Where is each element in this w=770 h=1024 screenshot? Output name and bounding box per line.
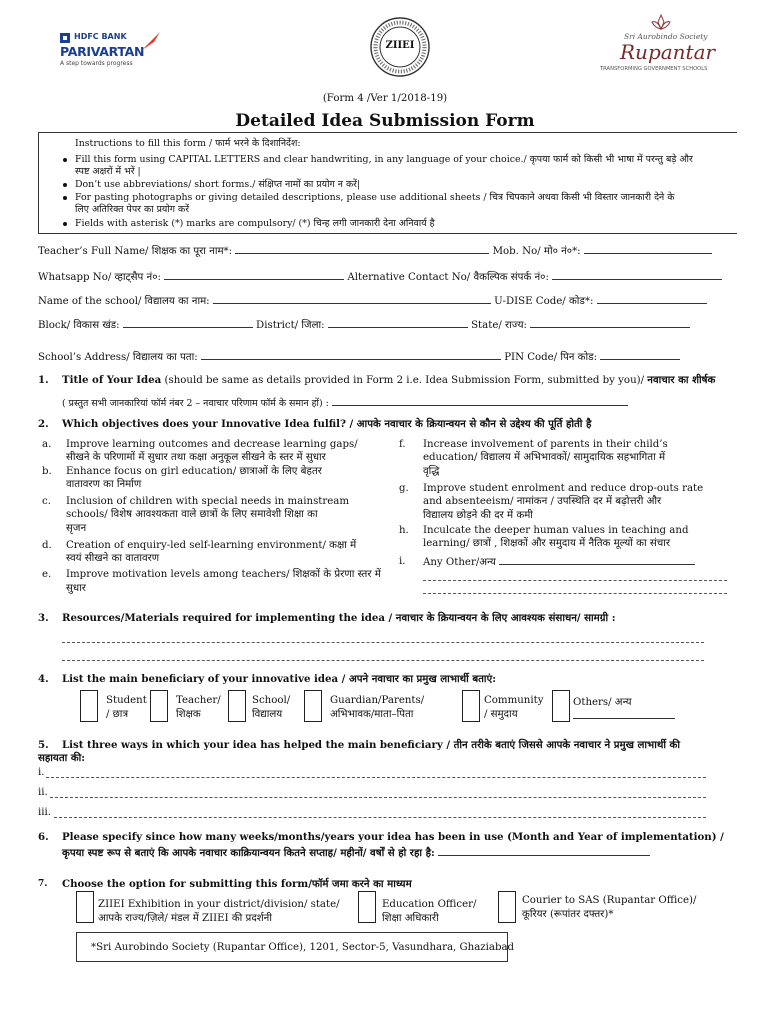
school-label-hi: विद्यालय — [252, 709, 283, 720]
q2-b-line2: वातावरण का निर्माण — [66, 479, 142, 490]
q2-c-line1[interactable]: Inclusion of children with special needs in mainstream — [66, 496, 350, 507]
ziiei-seal-text: ZIIEI — [385, 40, 415, 51]
q2-number: 2. — [38, 418, 49, 430]
bullet-icon — [63, 196, 67, 200]
q2-c-line3: सृजन — [66, 523, 87, 534]
rupantar-tagline: TRANSFORMING GOVERNMENT SCHOOLS — [600, 66, 708, 72]
q2-g-letter: g. — [399, 483, 409, 494]
bullet-icon — [63, 222, 67, 226]
q1-label: Title of Your Idea — [62, 374, 162, 386]
school-address-label: School’s Address/ विद्यालय का पता: — [38, 352, 198, 363]
q1-hindi: नवाचार का शीर्षक — [647, 374, 716, 386]
q2-c-letter: c. — [42, 496, 51, 507]
school-checkbox[interactable] — [228, 690, 246, 722]
rupantar-text: Rupantar — [620, 40, 716, 64]
q2-i-letter: i. — [399, 556, 406, 567]
q2-h-line2: learning/ छात्रों , शिक्षकों और समुदाय में नैतिक मूल्यों का संचार — [423, 538, 671, 549]
bullet-icon — [63, 183, 67, 187]
q2-i-line1[interactable] — [423, 555, 695, 569]
q1-rest: (should be same as details provided in Form 2 i.e. Idea Submission Form, submitted by you)/ — [164, 375, 645, 386]
q1-question — [62, 374, 715, 387]
q2-other-line-3[interactable] — [423, 593, 727, 594]
instructions-box — [38, 132, 737, 234]
q3-label: Resources/Materials required for implementing the idea / नवाचार के क्रियान्वयन के लिए आवश्यक संसाधन/ सामग्री : — [62, 612, 616, 624]
q2-other-line-2[interactable] — [423, 580, 727, 581]
q6-number: 6. — [38, 831, 49, 843]
whatsapp-field[interactable] — [38, 270, 722, 284]
q2-d-line2: स्वयं सीखने का वातावरण — [66, 553, 160, 564]
others-label: Others/ अन्य — [573, 697, 632, 708]
q2-a-line2: सीखने के परिणामों में सुधार तथा कक्षा अनुकूल सीखने के स्तर में सुधार — [66, 452, 326, 463]
student-checkbox[interactable] — [80, 690, 98, 722]
guardian-label-hi: अभिभावक/माता–पिता — [330, 709, 414, 720]
ziiei-exhibition-label-hi: आपके राज्य/ज़िले/ मंडल में ZIIEI की प्रदर्शनी — [98, 913, 272, 924]
address-box — [76, 932, 515, 962]
instruction-2: Don’t use abbreviations/ short forms./ संक्षिप्त नामों का प्रयोग न करें| — [75, 179, 361, 190]
q2-f-line3: वृद्धि — [423, 466, 440, 477]
instruction-1b: स्पष्ट अक्षरों में भरें | — [75, 166, 141, 177]
q5-answer-line-i[interactable] — [46, 777, 706, 778]
alt-contact-line[interactable] — [552, 270, 722, 280]
q6-label: Please specify since how many weeks/months/years your idea has been in use (Month and Year of implementation) / — [62, 831, 724, 843]
school-name-label: Name of the school/ विद्यालय का नाम: — [38, 296, 210, 307]
q3-answer-line-1[interactable] — [62, 642, 704, 643]
school-label: School/ — [252, 695, 291, 706]
block-field[interactable] — [38, 318, 690, 332]
q2-c-line2: schools/ विशेष आवश्यकता वाले छात्रों के लिए समावेशी शिक्षा का — [66, 509, 318, 520]
student-label: Student — [106, 695, 147, 706]
pin-label: PIN Code/ पिन कोड: — [504, 352, 598, 363]
q2-a-letter: a. — [42, 439, 52, 450]
teacher-name-field[interactable] — [38, 244, 712, 258]
q7-number: 7. — [38, 879, 48, 889]
q6-line2[interactable] — [62, 846, 650, 860]
courier-label: Courier to SAS (Rupantar Office)/ — [522, 895, 697, 906]
instruction-3: For pasting photographs or giving detailed descriptions, please use additional sheets / चित्र चिपकाने अथवा किसी भी विस्तार जानकारी देने के — [75, 192, 675, 203]
teacher-checkbox[interactable] — [150, 690, 168, 722]
whatsapp-line[interactable] — [164, 270, 344, 280]
school-name-line[interactable] — [213, 294, 491, 304]
q5-label-2: सहायता की: — [38, 752, 86, 764]
lotus-icon — [650, 14, 672, 30]
teacher-name-label: Teacher’s Full Name/ शिक्षक का पूरा नाम*: — [38, 246, 233, 257]
alt-contact-label: Alternative Contact No/ वैकल्पिक संपर्क नं०: — [347, 272, 549, 283]
q2-h-letter: h. — [399, 525, 409, 536]
instruction-3b: लिए अतिरिक्त पेपर का प्रयोग करें — [75, 204, 190, 215]
q3-number: 3. — [38, 612, 49, 624]
education-officer-checkbox[interactable] — [358, 891, 376, 923]
school-address-field[interactable] — [38, 350, 680, 364]
instruction-1: Fill this form using CAPITAL LETTERS and clear handwriting, in any language of your choice./ कृपया फार्म को किसी भी भाषा में परन्तु बड़े और — [75, 154, 693, 165]
hdfc-parivartan-logo — [60, 32, 170, 72]
q2-g-line3: विद्यालय छोड़ने की दर में कमी — [423, 510, 533, 521]
rupantar-logo — [600, 14, 720, 74]
q5-row-ii: ii. — [38, 787, 48, 798]
q2-e-line1[interactable]: Improve motivation levels among teachers/ शिक्षकों के प्रेरणा स्तर में — [66, 569, 381, 580]
q2-g-line2: and absenteeism/ नामांकन / उपस्थिति दर में बढ़ोत्तरी और — [423, 496, 662, 507]
q2-b-line1[interactable]: Enhance focus on girl education/ छात्राओं के लिए बेहतर — [66, 466, 322, 477]
q1-number: 1. — [38, 374, 49, 386]
state-line[interactable] — [530, 318, 690, 328]
address-text: *Sri Aurobindo Society (Rupantar Office), 1201, Sector-5, Vasundhara, Ghaziabad — [91, 942, 515, 953]
parivartan-arrow-icon — [140, 30, 162, 52]
community-label: Community — [484, 695, 544, 706]
education-officer-label-hi: शिक्षा अधिकारी — [382, 913, 439, 924]
bullet-icon — [63, 158, 67, 162]
q5-row-i: i. — [38, 767, 45, 778]
q2-b-letter: b. — [42, 466, 52, 477]
parivartan-text: PARIVARTAN — [60, 44, 145, 59]
sas-text: Sri Aurobindo Society — [624, 32, 708, 41]
q6-label-2: कृपया स्पष्ट रूप से बताएं कि आपके नवाचार काक्रियान्वयन कितने सप्ताह/ महीनों/ वर्षों से हो रहा है: — [62, 847, 435, 859]
community-label-hi: / समुदाय — [484, 709, 518, 720]
udise-line[interactable] — [597, 294, 707, 304]
others-checkbox[interactable] — [552, 690, 570, 722]
district-label: District/ जिला: — [256, 320, 325, 331]
others-line[interactable] — [573, 718, 675, 719]
guardian-label: Guardian/Parents/ — [330, 695, 425, 706]
teacher-label-hi: शिक्षक — [176, 709, 201, 720]
q2-other-line[interactable] — [499, 555, 695, 565]
q2-e-letter: e. — [42, 569, 52, 580]
block-label: Block/ विकास खंड: — [38, 320, 120, 331]
q2-d-letter: d. — [42, 540, 52, 551]
q2-i-label: Any Other/अन्य — [423, 557, 496, 568]
q5-answer-line-ii[interactable] — [50, 797, 706, 798]
q2-label: Which objectives does your Innovative Idea fulfil? / आपके नवाचार के क्रियान्वयन से कौन से उद्देश्य की पूर्ति होती है — [62, 418, 592, 430]
q5-label: List three ways in which your idea has helped the main beneficiary / तीन तरीके बताएं जिससे आपके नवाचार ने प्रमुख लाभार्थी की — [62, 739, 681, 751]
q3-answer-line-2[interactable] — [62, 660, 704, 661]
guardian-checkbox[interactable] — [304, 690, 322, 722]
q2-f-letter: f. — [399, 439, 406, 450]
q1-line2-text: ( प्रस्तुत सभी जानकारियां फॉर्म नंबर 2 – नवाचार परिणाम फॉर्म के समान हों) : — [62, 398, 329, 409]
whatsapp-label: Whatsapp No/ व्हाट्सैप नं०: — [38, 272, 161, 283]
state-label: State/ राज्य: — [471, 320, 527, 331]
q5-number: 5. — [38, 739, 49, 751]
q2-a-line1[interactable]: Improve learning outcomes and decrease learning gaps/ — [66, 439, 358, 450]
hdfc-logo-inner — [63, 36, 67, 40]
mob-no-line[interactable] — [584, 244, 712, 254]
ziiei-seal — [369, 16, 431, 78]
q1-line2[interactable] — [62, 396, 628, 410]
udise-label: U-DISE Code/ कोड*: — [494, 296, 594, 307]
block-line[interactable] — [123, 318, 253, 328]
district-line[interactable] — [328, 318, 468, 328]
q4-label: List the main beneficiary of your innovative idea / अपने नवाचार का प्रमुख लाभार्थी बताएं: — [62, 673, 496, 685]
mob-no-label: Mob. No/ मो० नं०*: — [492, 246, 581, 257]
courier-label-hi: कूरियर (रूपांतर दफ्तर)* — [522, 909, 614, 920]
education-officer-label: Education Officer/ — [382, 899, 477, 910]
q4-number: 4. — [38, 673, 49, 685]
q2-h-line1[interactable]: Inculcate the deeper human values in teaching and — [423, 525, 689, 536]
q2-d-line1[interactable]: Creation of enquiry-led self-learning environment/ कक्षा में — [66, 540, 357, 551]
student-label-hi: / छात्र — [106, 709, 129, 720]
form-code: (Form 4 /Ver 1/2018-19) — [322, 93, 448, 104]
community-checkbox[interactable] — [462, 690, 480, 722]
q2-g-line1[interactable]: Improve student enrolment and reduce drop-outs rate — [423, 483, 704, 494]
instruction-4: Fields with asterisk (*) marks are compulsory/ (*) चिन्ह लगी जानकारी देना अनिवार्य है — [75, 218, 435, 229]
q2-f-line1[interactable]: Increase involvement of parents in their child’s — [423, 439, 668, 450]
q7-label: Choose the option for submitting this form/फॉर्म जमा करने का माध्यम — [62, 878, 412, 890]
q1-answer-line[interactable] — [332, 396, 628, 406]
pin-line[interactable] — [600, 350, 680, 360]
q5-row-iii: iii. — [38, 807, 52, 818]
q2-f-line2: education/ विद्यालय में अभिभावकों/ सामुदायिक सहभागिता में — [423, 452, 666, 463]
teacher-name-line[interactable] — [235, 244, 489, 254]
q5-answer-line-iii[interactable] — [54, 817, 706, 818]
q6-answer-line[interactable] — [438, 846, 650, 856]
ziiei-exhibition-checkbox[interactable] — [76, 891, 94, 923]
page-title: Detailed Idea Submission Form — [235, 111, 535, 131]
q2-e-line2: सुधार — [66, 583, 86, 594]
courier-checkbox[interactable] — [498, 891, 516, 923]
hdfc-bank-text: HDFC BANK — [74, 32, 127, 41]
school-address-line[interactable] — [201, 350, 501, 360]
teacher-label: Teacher/ — [176, 695, 221, 706]
ziiei-exhibition-label: ZIIEI Exhibition in your district/division/ state/ — [98, 899, 340, 910]
parivartan-tagline: A step towards progress — [60, 60, 133, 67]
school-name-field[interactable] — [38, 294, 707, 308]
instructions-heading: Instructions to fill this form / फार्म भरने के दिशानिर्देश: — [75, 138, 301, 149]
